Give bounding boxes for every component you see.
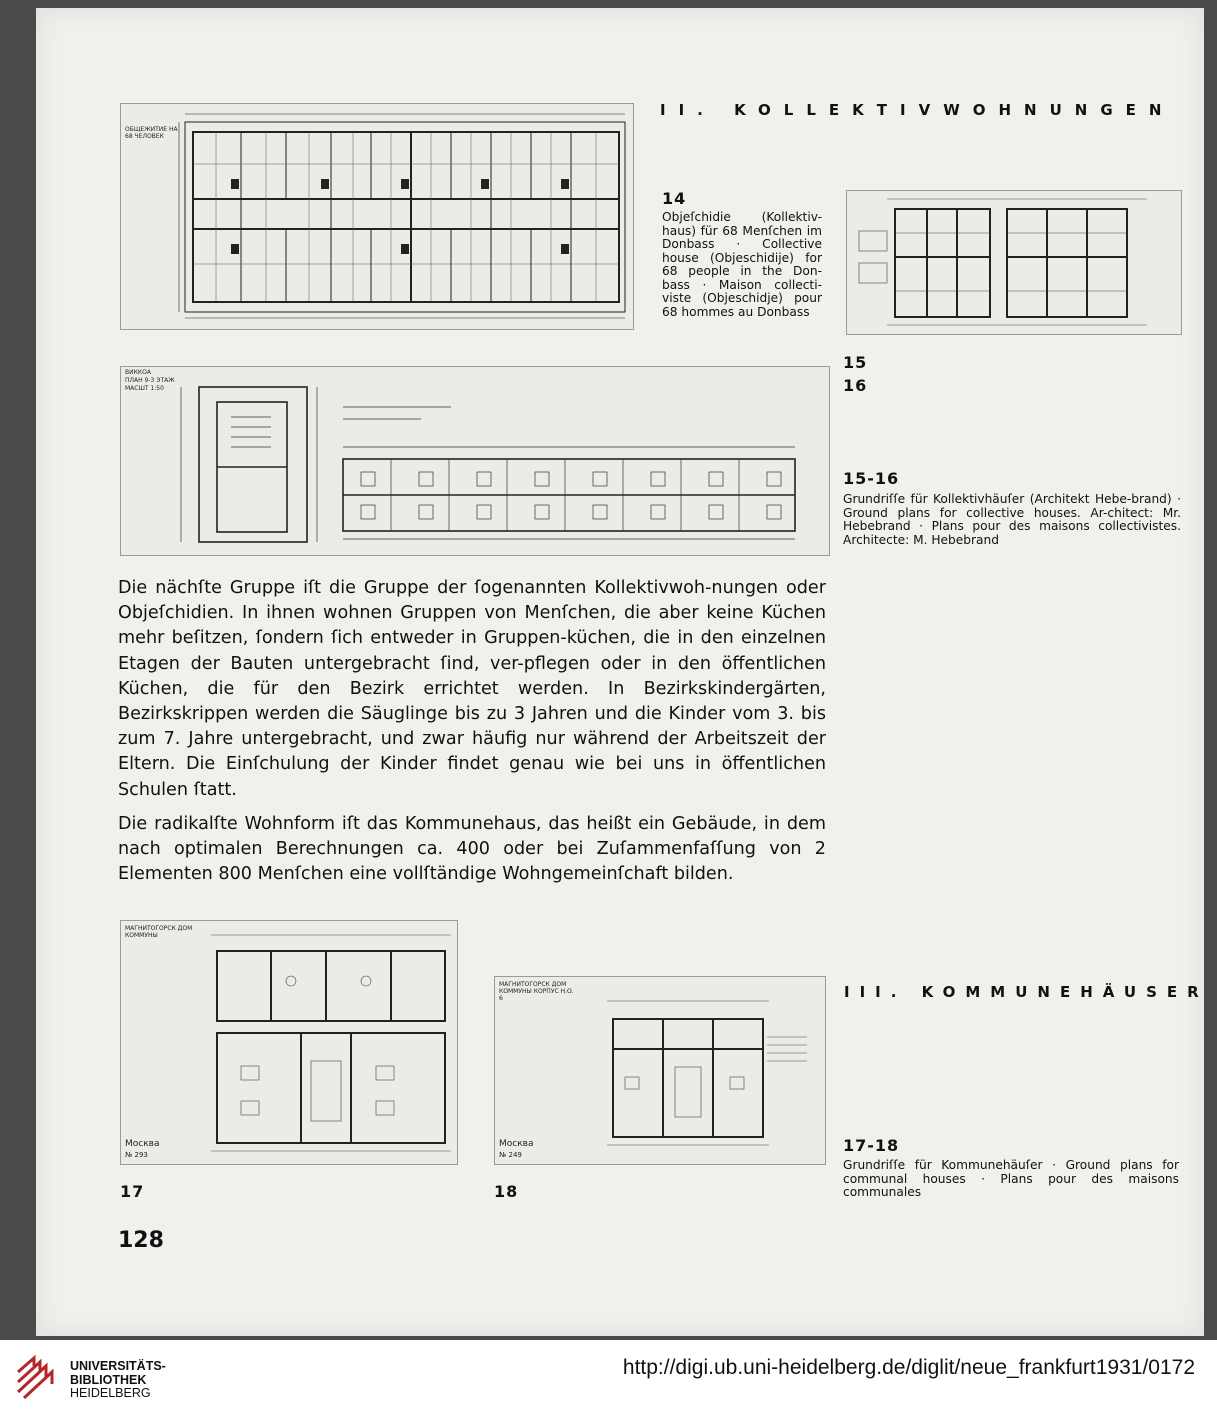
- floor-plan-drawing: [121, 921, 457, 1164]
- section-heading-kollektivwohnungen: II. KOLLEKTIVWOHNUNGEN: [660, 101, 1175, 119]
- body-text: [118, 576, 826, 896]
- figure-17-floor-plan: [120, 920, 458, 1165]
- figure-16-floor-plan: [120, 366, 830, 556]
- plan-number-label: № 293: [125, 1151, 148, 1159]
- source-url-link[interactable]: http://digi.ub.uni-heidelberg.de/diglit/neue_frankfurt1931/0172: [622, 1356, 1195, 1379]
- figure-15-16-number: 15-16: [843, 469, 900, 488]
- floor-plan-drawing: [121, 104, 633, 329]
- plan-label-3: МАСШТ 1:50: [125, 385, 164, 392]
- figure-17-18-caption: Grundriſſe für Kommunehäuſer · Ground plans for communal houses · Plans pour des maisons communales: [843, 1158, 1179, 1199]
- body-paragraph-2: Die radikalſte Wohnform iſt das Kommunehaus, das heißt ein Gebäude, in dem nach optimalen Berechnungen ca. 400 oder bei Zuſammenfaſſung von 2 Elementen 800 Menſchen eine vollſtändige Wohngemeinſchaft bilden.: [118, 813, 826, 885]
- plan-title-label: ОБЩЕЖИТИЕ НА 68 ЧЕЛОВЕК: [125, 126, 178, 140]
- page-number: 128: [118, 1228, 164, 1253]
- plan-city-label: Москва: [499, 1139, 534, 1149]
- library-name-line-3: HEIDELBERG: [70, 1386, 151, 1400]
- figure-15-16-caption: Grundriſſe für Kollektivhäuſer (Architekt Hebe-brand) · Ground plans for collective houses. Ar-chitect: Mr. Hebebrand · Plans pour des maisons collectivistes. Architecte: M. Hebebrand: [843, 492, 1181, 547]
- plan-city-label: Москва: [125, 1139, 160, 1149]
- figure-17-number: 17: [120, 1182, 145, 1201]
- footer-bar: [0, 1340, 1217, 1427]
- figure-16-number: 16: [843, 376, 868, 395]
- floor-plan-drawing: [847, 191, 1181, 334]
- figure-17-18-number: 17-18: [843, 1136, 900, 1155]
- section-heading-kommunehaeuser: III. KOMMUNEHÄUSER: [844, 983, 1209, 1001]
- plan-number-label: № 249: [499, 1151, 522, 1159]
- figure-15-floor-plan: [846, 190, 1182, 335]
- figure-14-number: 14: [662, 189, 687, 208]
- library-name-line-1: UNIVERSITÄTS-: [70, 1359, 166, 1373]
- floor-plan-drawing: [121, 367, 829, 555]
- plan-label-2: ПЛАН 9-3 ЭТАЖ: [125, 377, 175, 384]
- library-name: [70, 1360, 166, 1401]
- figure-14-caption: Objeſchidie (Kollektiv-haus) für 68 Menſchen im Donbass · Collective house (Objeschidije) for 68 people in the Don-bass · Maison collecti-viste (Objeschidje) pour 68 hommes au Donbass: [662, 210, 822, 319]
- university-library-logo-icon: [14, 1352, 60, 1402]
- library-name-line-2: BIBLIOTHEK: [70, 1372, 147, 1387]
- body-paragraph-1: Die nächſte Gruppe iſt die Gruppe der ſogenannten Kollektivwoh-nungen oder Objeſchidien. In ihnen wohnen Gruppen von Menſchen, die aber keine Küchen mehr beſitzen, ſondern ſich entweder in Gruppen-küchen, die in den einzelnen Etagen der Bauten untergebracht ſind, ver-pflegen oder in den öffentlichen Küchen, die für den Bezirk errichtet werden. In Bezirkskindergärten, Bezirkskrippen werden die Säuglinge bis zu 3 Jahren und die Kinder vom 3. bis zum 7. Jahre untergebracht, und zwar häufig nur während der Arbeitszeit der Eltern. Die Einſchulung der Kinder findet genau wie bei uns in öffentlichen Schulen ſtatt.: [118, 578, 826, 800]
- plan-label-1: ВИККОА: [125, 369, 151, 376]
- figure-15-number: 15: [843, 353, 868, 372]
- floor-plan-drawing: [495, 977, 825, 1164]
- plan-title-label: МАГНИТОГОРСК ДОМ КОММУНЫ КОРПУС Н.О. 6: [499, 981, 574, 1002]
- figure-18-floor-plan: [494, 976, 826, 1165]
- plan-title-label: МАГНИТОГОРСК ДОМ КОММУНЫ: [125, 925, 193, 939]
- figure-18-number: 18: [494, 1182, 519, 1201]
- figure-14-floor-plan: [120, 103, 634, 330]
